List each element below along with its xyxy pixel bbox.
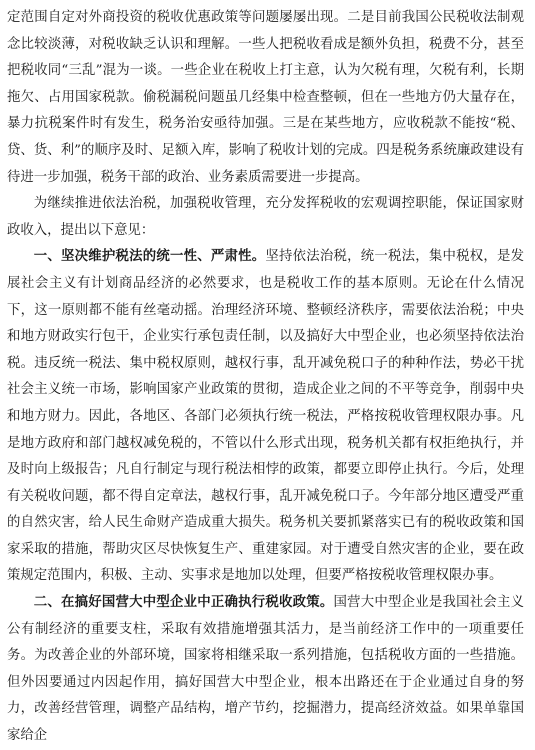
section-one-heading: 一、坚决维护税法的统一性、严肃性。 bbox=[33, 249, 266, 265]
section-two-paragraph bbox=[7, 590, 524, 750]
section-two-text: 国营大中型企业是我国社会主义公有制经济的重要支柱，采取有效措施增强其活力，是当前经济工作中的一项重要任务。为改善企业的外部环境，国家将相继采取一系列措施，包括税收方面的一些措施。但外因要通过内因起作用，搞好国营大中型企业，根本出路还在于企业通过自身的努力，改善经营管理，调整产品结构，增产节约，挖掘潜力，提高经济效益。如果单靠国家给企 bbox=[7, 595, 525, 744]
paragraph-text: 定范围自定对外商投资的税收优惠政策等问题屡屡出现。二是目前我国公民税收法制观念比较淡薄，对税收缺乏认识和理解。一些人把税收看成是额外负担，税费不分，甚至把税收同“三乱”混为一谈。一些企业在税收上打主意，认为欠税有理，欠税有利，长期拖欠、占用国家税款。偷税漏税问题虽几经集中检查整顿，但在一些地方仍大量存在，暴力抗税案件时有发生，税务治安亟待加强。三是在某些地方，应收税款不能按“税、贷、货、利”的顺序及时、足额入库，影响了税收计划的完成。四是税务系统廉政建设有待进一步加强，税务干部的政治、业务素质需要进一步提高。 bbox=[7, 10, 524, 185]
section-one-text: 坚持依法治税，统一税法，集中税权，是发展社会主义有计划商品经济的必然要求，也是税收工作的基本原则。无论在什么情况下，这一原则都不能有丝毫动摇。治理经济环境、整顿经济秩序，需要依法治税；中央和地方财政实行包干，企业实行承包责任制，以及搞好大中型企业，也必须坚持依法治税。违反统一税法、集中税权原则，越权行事，乱开减免税口子的种种作法，势必干扰社会主义统一市场，影响国家产业政策的贯彻，造成企业之间的不平等竞争，削弱中央和地方财力。因此，各地区、各部门必须执行统一税法，严格按税收管理权限办事。凡是地方政府和部门越权减免税的，不管以什么形式出现，税务机关都有权拒绝执行，并及时向上级报告；凡自行制定与现行税法相悖的政策，都要立即停止执行。今后，处理有关税收问题，都不得自定章法，越权行事，乱开减免税口子。今年部分地区遭受严重的自然灾害，给人民生命财产造成重大损失。税务机关要抓紧落实已有的税收政策和国家采取的措施，帮助灾区尽快恢复生产、重建家园。对于遭受自然灾害的企业，要在政策规定范围内，积极、主动、实事求是地加以处理，但要严格按税收管理权限办事。 bbox=[7, 249, 524, 584]
paragraph-text: 为继续推进依法治税，加强税收管理，充分发挥税收的宏观调控职能，保证国家财政收入，提出以下意见： bbox=[7, 196, 524, 238]
section-two-heading: 二、在搞好国营大中型企业中正确执行税收政策。 bbox=[33, 595, 334, 611]
paragraph-intro-opinions bbox=[7, 191, 524, 244]
section-one-paragraph bbox=[7, 244, 524, 590]
paragraph-continued-problems bbox=[7, 5, 524, 191]
